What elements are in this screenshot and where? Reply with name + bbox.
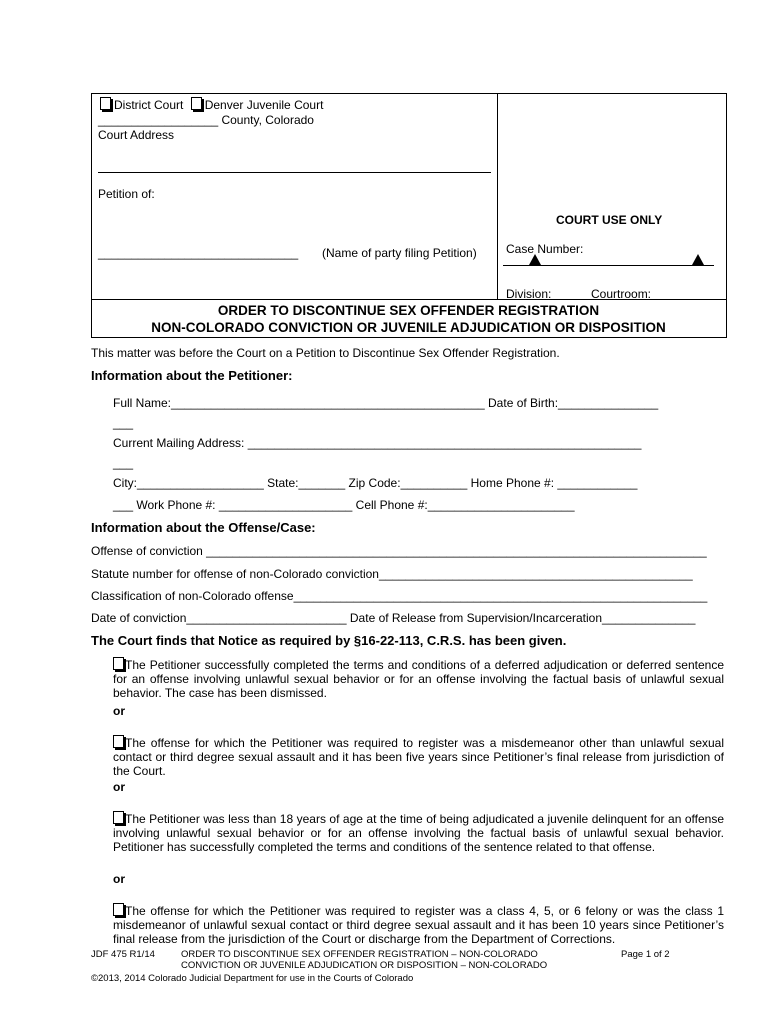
or-2: or <box>113 780 125 794</box>
intro-text: This matter was before the Court on a Petition to Discontinue Sex Offender Registration. <box>91 346 560 360</box>
court-use-only: COURT USE ONLY <box>556 213 663 227</box>
offense-heading: Information about the Offense/Case: <box>91 520 316 535</box>
mailing-address-trail: ___ <box>113 456 134 470</box>
party-name-label: (Name of party filing Petition) <box>322 246 477 260</box>
footer-title-line-1: ORDER TO DISCONTINUE SEX OFFENDER REGISTRATION – NON-COLORADO <box>181 949 538 960</box>
denver-juvenile-checkbox[interactable] <box>191 97 202 110</box>
option-4-text: The offense for which the Petitioner was required to register was a class 4, 5, or 6 felony or was the class 1 misdemeanor of unlawful sexual contact or third degree sexual assault and it has been 10 years since Petitioner’s final release from the jurisdiction of the Court or discharge from the Department of Corrections. <box>113 904 724 946</box>
triangle-marker-left-icon <box>529 254 541 265</box>
court-address-line <box>98 172 491 173</box>
case-number-line <box>503 265 714 266</box>
case-number-label: Case Number: <box>506 242 584 256</box>
court-address-label: Court Address <box>98 128 175 142</box>
statute-line: Statute number for offense of non-Colorado conviction_______________________________________________ <box>91 567 693 581</box>
or-1: or <box>113 704 125 718</box>
footer-title <box>181 949 547 971</box>
option-2-checkbox[interactable] <box>113 735 124 748</box>
party-name-blank: ______________________________ <box>98 246 299 260</box>
district-court-checkbox[interactable] <box>100 97 111 110</box>
mailing-address-line: Current Mailing Address: ___________________________________________________________ <box>113 436 642 450</box>
or-3: or <box>113 872 125 886</box>
division-label: Division: <box>506 287 552 301</box>
footer-title-line-2: CONVICTION OR JUVENILE ADJUDICATION OR DISPOSITION – NON-COLORADO <box>181 960 548 971</box>
option-3-checkbox[interactable] <box>113 811 124 824</box>
city-state-line: City:___________________ State:_______ Zip Code:__________ Home Phone #: ____________ <box>113 476 638 490</box>
title-line-2: NON-COLORADO CONVICTION OR JUVENILE ADJUDICATION OR DISPOSITION <box>151 320 666 335</box>
option-4-checkbox[interactable] <box>113 903 124 916</box>
petition-of-label: Petition of: <box>98 187 155 201</box>
findings-heading: The Court finds that Notice as required by §16-22-113, C.R.S. has been given. <box>91 633 567 648</box>
finding-option-3 <box>113 811 724 854</box>
option-2-text: The offense for which the Petitioner was required to register was a misdemeanor other than unlawful sexual contact or third degree sexual assault and it has been five years since Petitioner’s final release from jurisdiction of the Court. <box>113 736 724 778</box>
footer-page-number: Page 1 of 2 <box>621 949 670 960</box>
footer-form-id: JDF 475 R1/14 <box>91 949 155 960</box>
county-line: __________________ County, Colorado <box>98 113 314 127</box>
full-name-trail: ___ <box>113 416 134 430</box>
finding-option-2 <box>113 735 724 778</box>
petitioner-heading: Information about the Petitioner: <box>91 368 293 383</box>
option-1-checkbox[interactable] <box>113 657 124 670</box>
finding-option-4 <box>113 903 724 946</box>
offense-line: Offense of conviction ___________________________________________________________________________ <box>91 544 707 558</box>
finding-option-1 <box>113 657 724 700</box>
conviction-date-line: Date of conviction________________________ Date of Release from Supervision/Incarceration______________ <box>91 611 696 625</box>
classification-line: Classification of non-Colorado offense______________________________________________________________ <box>91 589 708 603</box>
footer-copyright: ©2013, 2014 Colorado Judicial Department for use in the Courts of Colorado <box>91 973 414 984</box>
phone-line: ___ Work Phone #: ____________________ Cell Phone #:______________________ <box>113 498 575 512</box>
full-name-line: Full Name:_______________________________________________ Date of Birth:_______________ <box>113 396 659 410</box>
option-3-text: The Petitioner was less than 18 years of age at the time of being adjudicated a juvenile delinquent for an offense involving unlawful sexual behavior or for an offense involving the factual basis of unlawful sexual behavior. Petitioner has successfully completed the terms and conditions of the sentence related to that offense. <box>113 812 724 854</box>
option-1-text: The Petitioner successfully completed the terms and conditions of a deferred adjudication or deferred sentence for an offense involving unlawful sexual behavior or for an offense involving the factual basis of unlawful sexual behavior. The case has been dismissed. <box>113 658 724 700</box>
court-selection <box>100 97 323 112</box>
denver-juvenile-label: Denver Juvenile Court <box>204 98 324 112</box>
courtroom-label: Courtroom: <box>591 287 652 301</box>
caption-divider-vertical <box>497 93 498 300</box>
district-court-label: District Court <box>114 98 184 112</box>
document-title <box>91 302 726 336</box>
triangle-marker-right-icon <box>692 254 704 265</box>
title-line-1: ORDER TO DISCONTINUE SEX OFFENDER REGISTRATION <box>217 303 600 318</box>
